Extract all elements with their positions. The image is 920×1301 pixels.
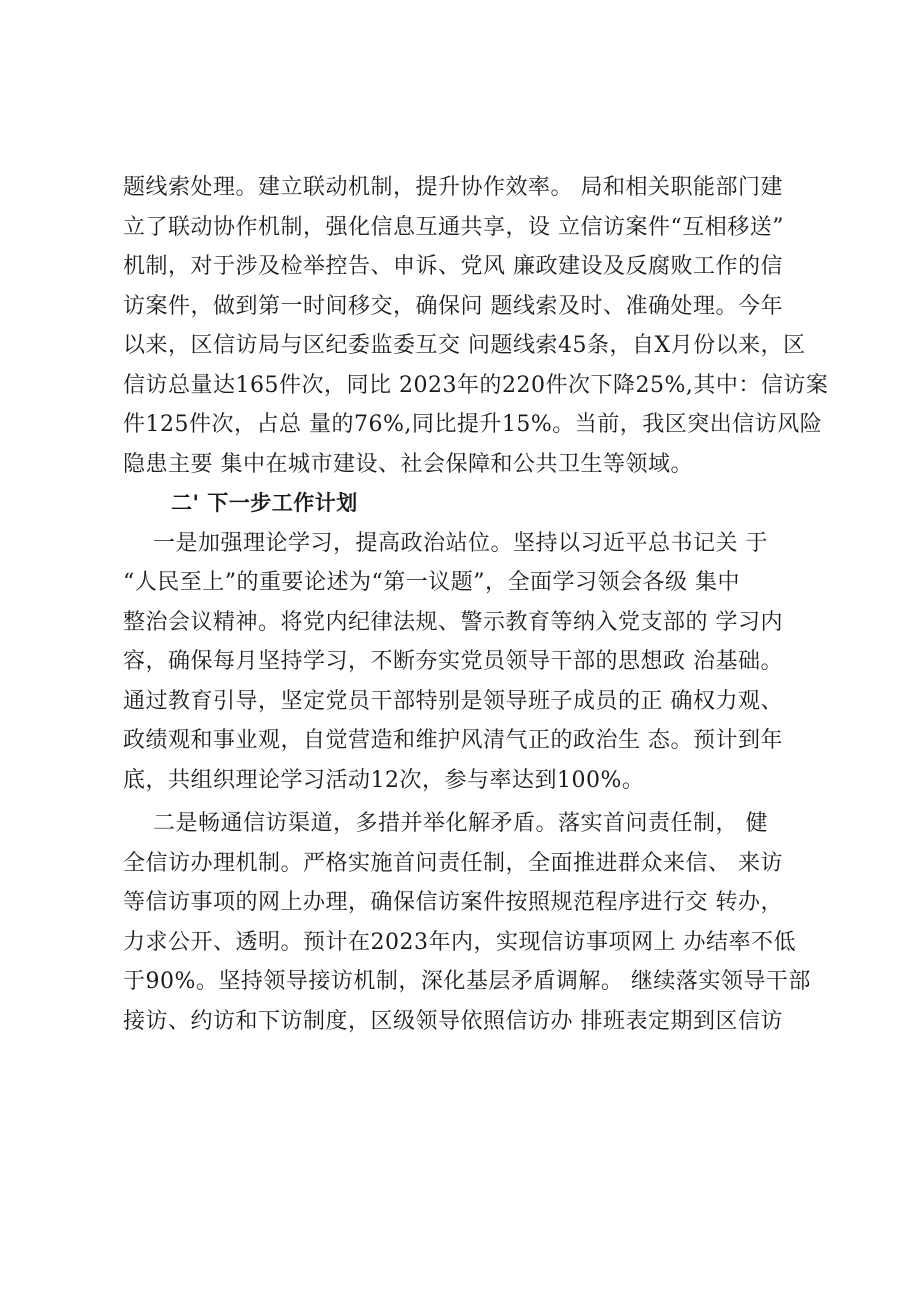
text-line: 以来，区信访局与区纪委监委互交 问题线索45条，自X月份以来，区 (123, 333, 806, 358)
document-body (123, 168, 829, 1041)
text-line: 二是畅通信访渠道，多措并举化解矛盾。落实首问责任制， 健 (123, 811, 768, 836)
text-line: 件125件次，占总 量的76%,同比提升15%。当前，我区突出信访风险 (123, 412, 823, 437)
text-line: 政绩观和事业观，自觉营造和维护风清气正的政治生 态。预计到年 (123, 728, 783, 753)
text-line: 通过教育引导，坚定党员干部特别是领导班子成员的正 确权力观、 (123, 688, 783, 714)
text-line: 信访总量达165件次，同比 2023年的220件次下降25%,其中：信访案 (123, 372, 829, 398)
paragraph-petition-channels (123, 804, 813, 1041)
text-line: 容，确保每月坚持学习，不断夯实党员领导干部的思想政 治基础。 (123, 649, 783, 674)
text-line: 一是加强理论学习，提高政治站位。坚持以习近平总书记关 于 (123, 530, 768, 556)
text-line: 底，共组织理论学习活动12次，参与率达到100%。 (123, 767, 645, 793)
text-line: 等信访事项的网上办理，确保信访案件按照规范程序进行交 转办， (123, 890, 783, 915)
paragraph-linkage-mechanism (123, 168, 829, 484)
text-line: 隐患主要 集中在城市建设、社会保障和公共卫生等领域。 (123, 451, 693, 477)
text-line: 整治会议精神。将党内纪律法规、警示教育等纳入党支部的 学习内 (123, 609, 783, 635)
text-line: 访案件，做到第一时间移交，确保问 题线索及时、准确处理。今年 (123, 293, 783, 319)
text-line: 机制，对于涉及检举控告、申诉、党风 廉政建设及反腐败工作的信 (123, 254, 783, 279)
text-line: 立了联动协作机制，强化信息互通共享，设 立信访案件“互相移送” (123, 214, 784, 240)
text-line: 接访、约访和下访制度，区级领导依照信访办 排班表定期到区信访 (123, 1008, 783, 1034)
text-line: 题线索处理。建立联动机制，提升协作效率。 局和相关职能部门建 (123, 175, 783, 200)
text-line: 于90%。坚持领导接访机制，深化基层矛盾调解。 继续落实领导干部 (123, 969, 811, 994)
text-line: “人民至上”的重要论述为“第一议题”，全面学习领会各级 集中 (123, 570, 740, 595)
text-line: 全信访办理机制。严格实施首问责任制，全面推进群众来信、 来访 (123, 850, 783, 876)
paragraph-theory-study (123, 524, 813, 801)
section-heading: 二' 下一步工作计划 (171, 491, 358, 515)
text-line: 力求公开、透明。预计在2023年内，实现信访事项网上 办结率不低 (123, 929, 796, 955)
